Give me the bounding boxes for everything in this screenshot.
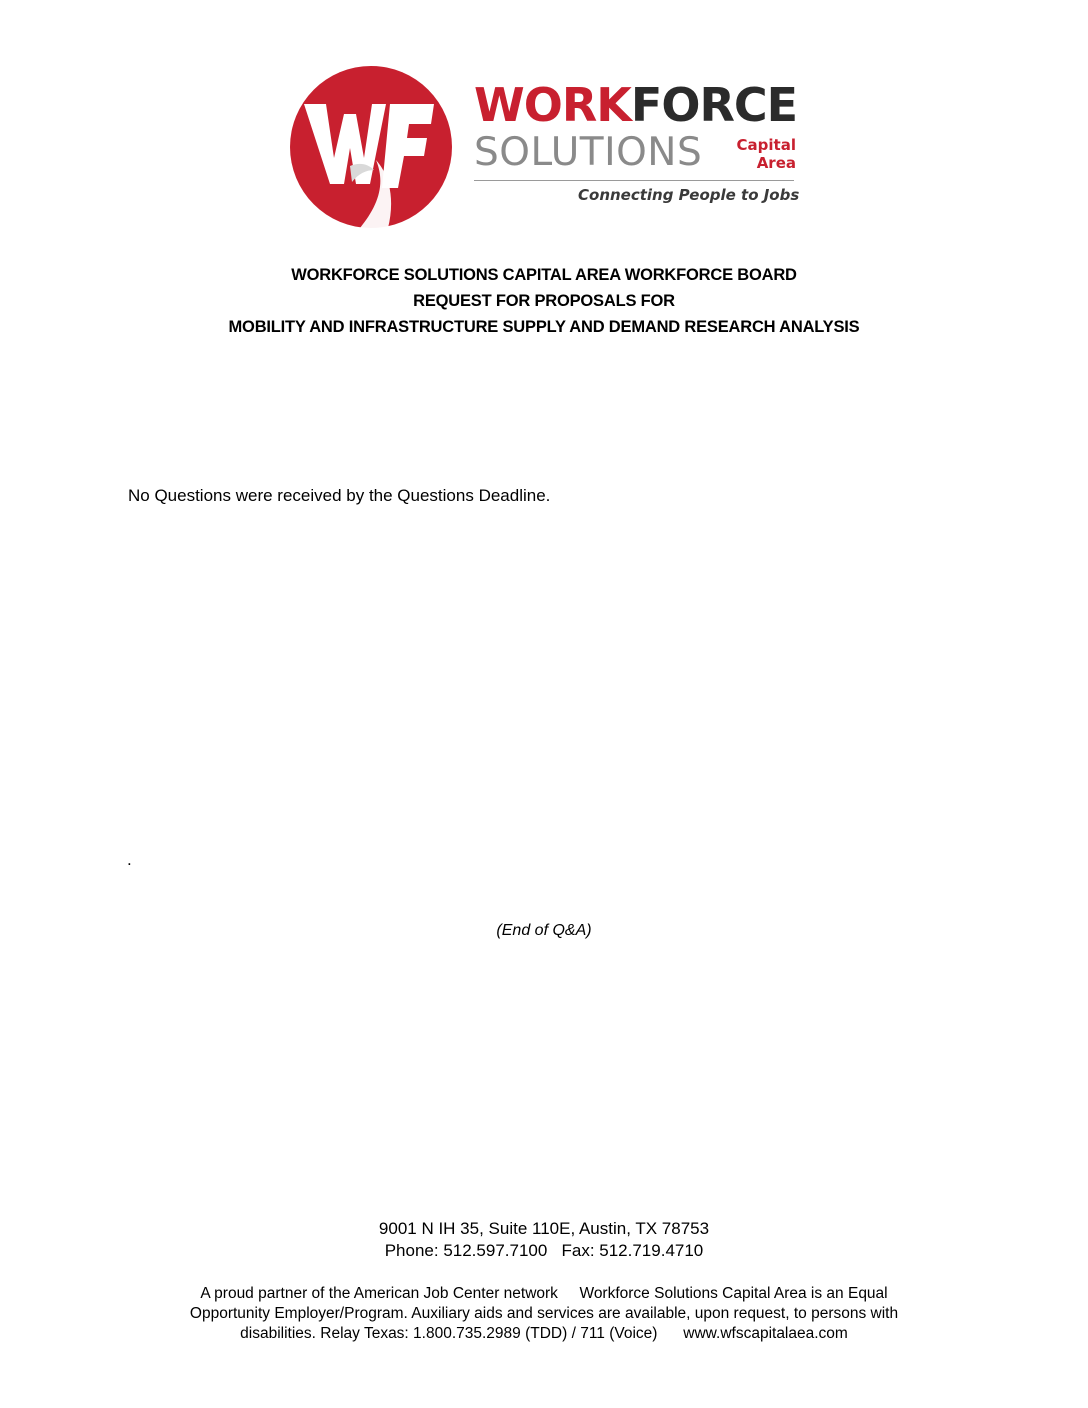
footer-notice-line-1: A proud partner of the American Job Center network Workforce Solutions Capital Area is an Equal [200,1285,888,1302]
end-of-qa-note [0,922,1088,940]
brand-region-line-2: Area [756,154,796,172]
brand-name-top [474,78,798,132]
footer-notice-line-2: Opportunity Employer/Program. Auxiliary aids and services are available, upon request, to persons with [189,1305,899,1322]
wf-monogram-logo-icon [290,66,452,228]
heading-line-1: WORKFORCE SOLUTIONS CAPITAL AREA WORKFORCE BOARD [291,266,797,284]
brand-region-line-1: Capital [736,136,796,154]
brand-tagline: Connecting People to Jobs [578,186,800,204]
brand-force-text: FORCE [630,78,798,132]
brand-region [736,136,796,172]
brand-solutions-text: SOLUTIONS [474,130,703,175]
workforce-solutions-logo [290,66,810,236]
footer-address: 9001 N IH 35, Suite 110E, Austin, TX 78753 [378,1219,710,1238]
heading-line-2: REQUEST FOR PROPOSALS FOR [413,292,675,310]
brand-divider [474,180,794,181]
no-questions-statement: No Questions were received by the Questions Deadline. [128,486,551,505]
footer-contact [0,1218,1088,1262]
brand-work-text: WORK [474,78,631,132]
footer-notice-line-3: disabilities. Relay Texas: 1.800.735.2989 (TDD) / 711 (Voice) www.wfscapitalaea.com [240,1325,848,1342]
stray-period-mark: . [127,850,132,869]
footer-phone-fax: Phone: 512.597.7100 Fax: 512.719.4710 [384,1241,704,1260]
heading-line-3: MOBILITY AND INFRASTRUCTURE SUPPLY AND DEMAND RESEARCH ANALYSIS [228,318,860,336]
document-heading [0,262,1088,340]
footer-notice [0,1284,1088,1344]
end-of-qa-text: (End of Q&A) [496,922,592,939]
